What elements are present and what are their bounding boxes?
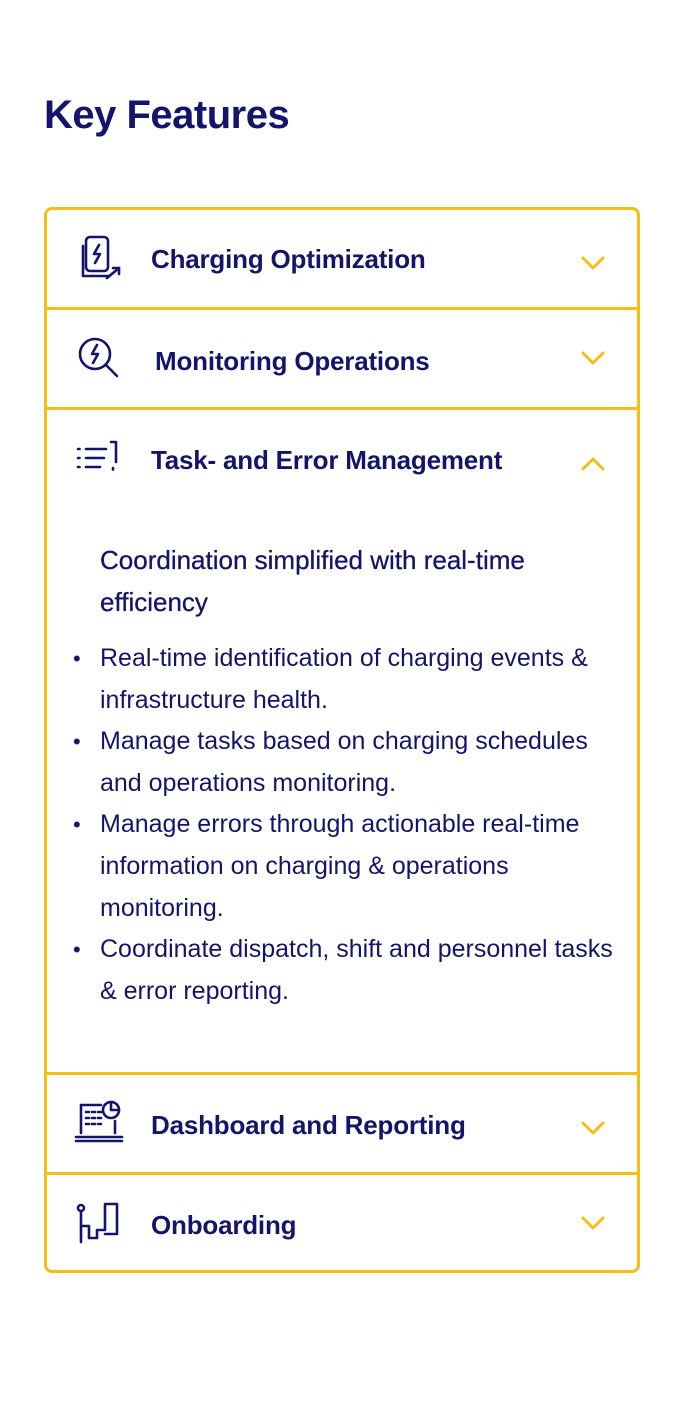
chevron-down-icon[interactable] [579,1213,607,1233]
charging-phone-icon [73,234,125,286]
magnifier-bolt-icon [73,332,125,384]
chevron-down-icon[interactable] [579,348,607,368]
accordion-item-label: Monitoring Operations [155,346,430,376]
accordion-item-label: Onboarding [151,1210,297,1240]
panel-subtitle: Coordination simplified with real-time efficiency [100,545,525,617]
accordion-panel-task-error-management [47,510,637,1072]
features-accordion [44,207,640,1273]
accordion-item-dashboard-reporting[interactable] [47,1075,637,1175]
accordion-item-onboarding[interactable] [47,1175,637,1273]
feature-bullet-list [100,638,620,1012]
task-list-alert-icon [73,434,125,486]
accordion-item-monitoring-operations[interactable] [47,310,637,410]
chevron-down-icon[interactable] [579,1118,607,1138]
chevron-down-icon[interactable] [579,253,607,273]
dashboard-laptop-icon [73,1097,125,1149]
accordion-item-label: Task- and Error Management [151,445,503,475]
list-item: • Manage tasks based on charging schedules and operations monitoring. [100,721,620,804]
list-item: • Coordinate dispatch, shift and personnel tasks & error reporting. [100,929,620,1012]
page-title: Key Features [44,93,290,137]
list-item: • Real-time identification of charging events & infrastructure health. [100,638,620,721]
accordion-item-task-error-management[interactable] [47,410,637,510]
chevron-up-icon[interactable] [579,454,607,474]
accordion-item-label: Dashboard and Reporting [151,1110,466,1140]
accordion-item-charging-optimization[interactable] [47,210,637,310]
onboarding-steps-icon [73,1198,125,1250]
list-item: • Manage errors through actionable real-time information on charging & operations monitoring. [100,804,620,929]
accordion-item-label: Charging Optimization [151,244,426,274]
